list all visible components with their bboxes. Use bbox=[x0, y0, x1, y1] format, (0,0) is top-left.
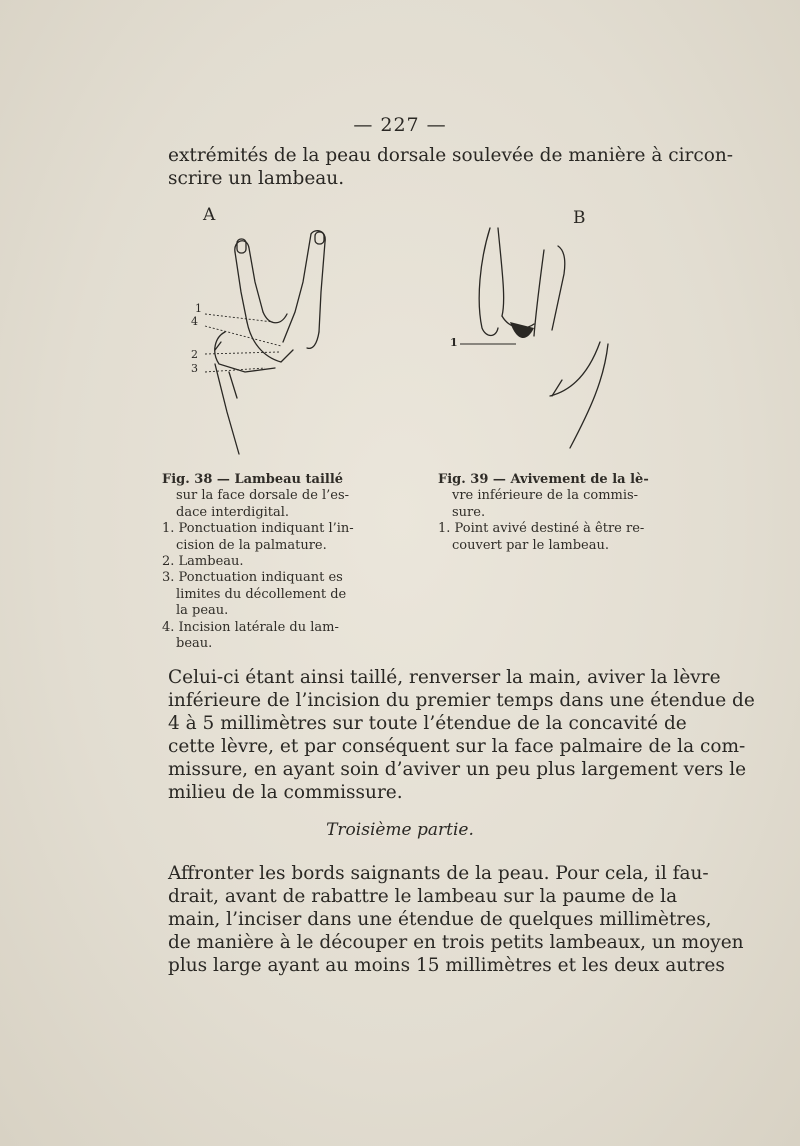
caption-item-line: 1. Point avivé destiné à être re- bbox=[438, 521, 645, 537]
caption-item-line: cision de la palmature. bbox=[176, 537, 327, 553]
text-line: 4 à 5 millimètres sur toute l’étendue de la concavité de bbox=[168, 713, 687, 734]
text-line: Celui-ci étant ainsi taillé, renverser la main, aviver la lèvre bbox=[168, 667, 721, 688]
text-line: extrémités de la peau dorsale soulevée de manière à circon- bbox=[168, 145, 734, 166]
figure-b-letter: B bbox=[573, 208, 586, 228]
figure-a-letter: A bbox=[203, 205, 216, 225]
figure-38-caption bbox=[162, 472, 352, 652]
text-line: plus large ayant au moins 15 millimètres et les deux autres bbox=[168, 955, 725, 976]
figure-39-caption bbox=[438, 472, 649, 554]
intro-text bbox=[168, 144, 734, 190]
text-line: de manière à le découper en trois petits lambeaux, un moyen bbox=[168, 932, 744, 953]
caption-item-line: beau. bbox=[176, 636, 213, 652]
caption-title-line: sure. bbox=[452, 504, 486, 520]
text-line: main, l’inciser dans une étendue de quelques millimètres, bbox=[168, 909, 712, 930]
figure-a-callout: 3 bbox=[191, 362, 198, 375]
paragraph-1 bbox=[168, 666, 755, 804]
caption-title-line: Fig. 38 — Lambeau taillé bbox=[162, 472, 344, 487]
caption-item-line: la peau. bbox=[176, 603, 229, 619]
caption-item-line: couvert par le lambeau. bbox=[452, 537, 609, 553]
caption-title-line: sur la face dorsale de l’es- bbox=[176, 488, 350, 504]
caption-title-line: dace interdigital. bbox=[176, 504, 290, 520]
caption-title-line: vre inférieure de la commis- bbox=[452, 488, 639, 504]
figure-a-callout: 1 bbox=[195, 302, 202, 315]
caption-item-line: 4. Incision latérale du lam- bbox=[162, 619, 339, 635]
caption-title-line: Fig. 39 — Avivement de la lè- bbox=[438, 472, 649, 487]
caption-item-line: 1. Ponctuation indiquant l’in- bbox=[162, 521, 354, 537]
text-line: Affronter les bords saignants de la peau. Pour cela, il fau- bbox=[168, 863, 709, 884]
figure-b-callout: 1 bbox=[450, 336, 458, 349]
text-line: drait, avant de rabattre le lambeau sur la paume de la bbox=[168, 886, 678, 907]
text-line: inférieure de l’incision du premier temps dans une étendue de bbox=[168, 690, 755, 711]
section-title: Troisième partie. bbox=[326, 820, 474, 840]
paragraph-2 bbox=[168, 862, 744, 977]
figure-a-callout: 2 bbox=[191, 348, 198, 361]
caption-item-line: limites du décollement de bbox=[176, 586, 347, 602]
figure-38-hand-illustration bbox=[185, 222, 345, 462]
page-number: — 227 — bbox=[353, 114, 447, 136]
figure-39-hand-illustration bbox=[440, 220, 620, 460]
caption-item-line: 2. Lambeau. bbox=[162, 554, 244, 570]
caption-item-line: 3. Ponctuation indiquant es bbox=[162, 570, 343, 586]
text-line: milieu de la commissure. bbox=[168, 782, 403, 803]
text-line: missure, en ayant soin d’aviver un peu plus largement vers le bbox=[168, 759, 747, 780]
figure-a-callout: 4 bbox=[191, 315, 198, 328]
text-line: scrire un lambeau. bbox=[168, 168, 345, 189]
text-line: cette lèvre, et par conséquent sur la face palmaire de la com- bbox=[168, 736, 746, 757]
